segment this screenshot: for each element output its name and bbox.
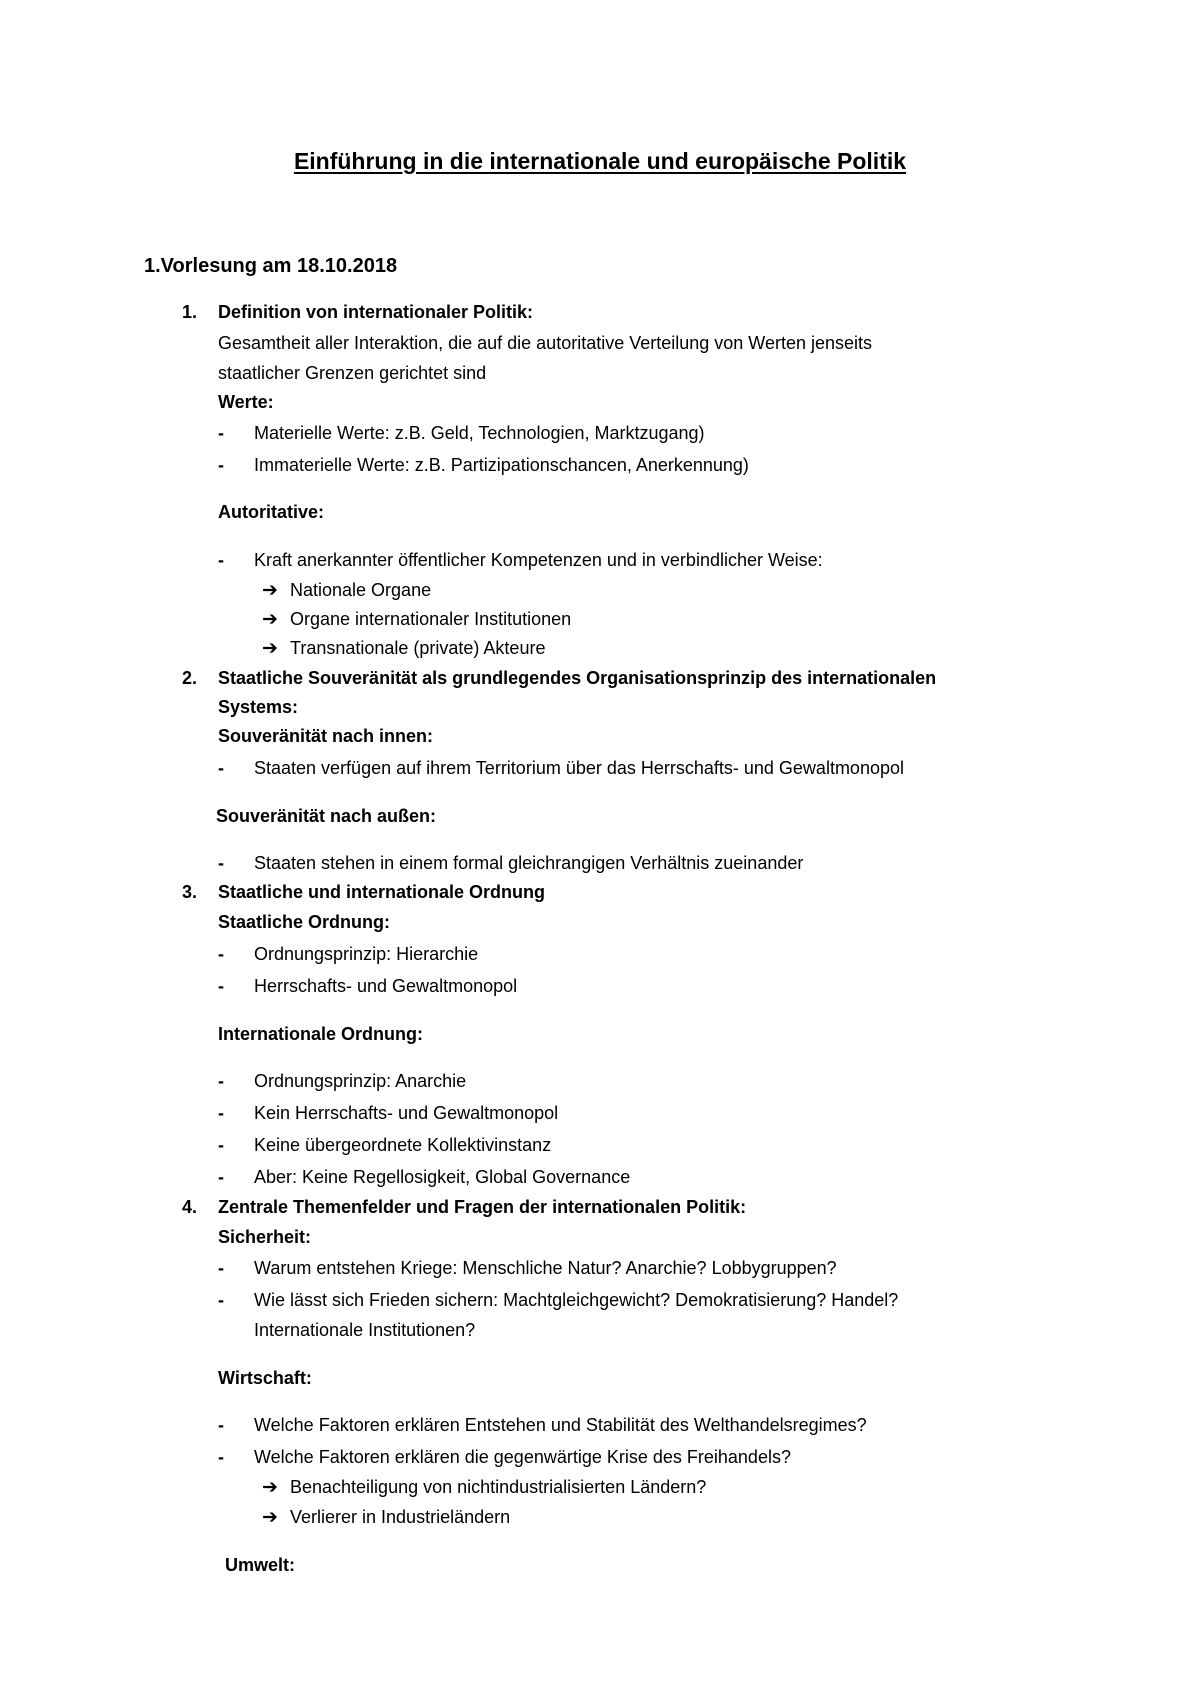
section-3-number: 3. [182, 882, 198, 902]
innen-label: Souveränität nach innen: [218, 726, 434, 746]
list-item: Welche Faktoren erklären die gegenwärtige Krise des Freihandels? [254, 1447, 791, 1467]
list-item: Wie lässt sich Frieden sichern: Machtgleichgewicht? Demokratisierung? Handel? [254, 1290, 899, 1310]
list-item: Staaten stehen in einem formal gleichrangigen Verhältnis zueinander [254, 853, 804, 873]
list-item: Welche Faktoren erklären Entstehen und Stabilität des Welthandelsregimes? [254, 1415, 867, 1435]
document-title: Einführung in die internationale und europäische Politik [293, 148, 907, 174]
aussen-label: Souveränität nach außen: [216, 806, 437, 826]
bullet-dash: - [218, 455, 224, 475]
section-1-number: 1. [182, 302, 198, 322]
arrow-item [262, 1505, 510, 1530]
bullet-dash: - [218, 976, 224, 996]
arrow-item-text: Verlierer in Industrieländern [290, 1507, 511, 1527]
bullet-dash: - [218, 1103, 224, 1123]
bullet-dash: - [218, 1135, 224, 1155]
section-1-heading: Definition von internationaler Politik: [218, 302, 534, 322]
arrow-right-icon: ➔ [262, 638, 278, 659]
arrow-item-text: Transnationale (private) Akteure [290, 638, 546, 658]
section-2-number: 2. [182, 668, 198, 688]
bullet-dash: - [218, 853, 224, 873]
section-2-heading-line-2: Systems: [218, 697, 299, 717]
arrow-right-icon: ➔ [262, 580, 278, 601]
arrow-item [262, 1475, 706, 1500]
arrow-item [262, 636, 545, 661]
autoritative-label: Autoritative: [218, 502, 325, 522]
arrow-item-text: Organe internationaler Institutionen [290, 609, 572, 629]
staatliche-ordnung-label: Staatliche Ordnung: [218, 912, 391, 932]
list-item: Kraft anerkannter öffentlicher Kompetenzen und in verbindlicher Weise: [254, 550, 823, 570]
section-2-heading-line-1: Staatliche Souveränität als grundlegendes Organisationsprinzip des internationalen [218, 668, 937, 688]
bullet-dash: - [218, 423, 224, 443]
bullet-dash: - [218, 550, 224, 570]
section-1-definition-line-1: Gesamtheit aller Interaktion, die auf die autoritative Verteilung von Werten jenseits [218, 333, 873, 353]
umwelt-label: Umwelt: [225, 1555, 296, 1575]
list-item: Aber: Keine Regellosigkeit, Global Governance [254, 1167, 631, 1187]
list-item: Keine übergeordnete Kollektivinstanz [254, 1135, 552, 1155]
werte-label: Werte: [218, 392, 274, 412]
list-item: Immaterielle Werte: z.B. Partizipationschancen, Anerkennung) [254, 455, 749, 475]
bullet-dash: - [218, 758, 224, 778]
list-item: Ordnungsprinzip: Hierarchie [254, 944, 479, 964]
section-4-number: 4. [182, 1197, 198, 1217]
section-4-heading: Zentrale Themenfelder und Fragen der internationalen Politik: [218, 1197, 747, 1217]
lecture-heading: 1.Vorlesung am 18.10.2018 [144, 255, 398, 277]
bullet-dash: - [218, 1290, 224, 1310]
section-1-definition-line-2: staatlicher Grenzen gerichtet sind [218, 363, 487, 383]
arrow-right-icon: ➔ [262, 609, 278, 630]
list-item: Warum entstehen Kriege: Menschliche Natur? Anarchie? Lobbygruppen? [254, 1258, 837, 1278]
bullet-dash: - [218, 1258, 224, 1278]
arrow-item-text: Nationale Organe [290, 580, 432, 600]
bullet-dash: - [218, 944, 224, 964]
arrow-right-icon: ➔ [262, 1507, 278, 1528]
arrow-item-text: Benachteiligung von nichtindustrialisierten Ländern? [290, 1477, 707, 1497]
bullet-dash: - [218, 1071, 224, 1091]
bullet-dash: - [218, 1447, 224, 1467]
list-item: Ordnungsprinzip: Anarchie [254, 1071, 467, 1091]
bullet-dash: - [218, 1167, 224, 1187]
list-item: Kein Herrschafts- und Gewaltmonopol [254, 1103, 559, 1123]
section-3-heading: Staatliche und internationale Ordnung [218, 882, 546, 902]
arrow-right-icon: ➔ [262, 1477, 278, 1498]
arrow-item [262, 607, 571, 632]
bullet-dash: - [218, 1415, 224, 1435]
sicherheit-label: Sicherheit: [218, 1227, 312, 1247]
wirtschaft-label: Wirtschaft: [218, 1368, 312, 1388]
list-item: Materielle Werte: z.B. Geld, Technologien, Marktzugang) [254, 423, 705, 443]
list-item: Herrschafts- und Gewaltmonopol [254, 976, 518, 996]
internationale-ordnung-label: Internationale Ordnung: [218, 1024, 423, 1044]
arrow-item [262, 578, 431, 603]
list-item-continuation: Internationale Institutionen? [254, 1320, 476, 1340]
list-item: Staaten verfügen auf ihrem Territorium über das Herrschafts- und Gewaltmonopol [254, 758, 904, 778]
